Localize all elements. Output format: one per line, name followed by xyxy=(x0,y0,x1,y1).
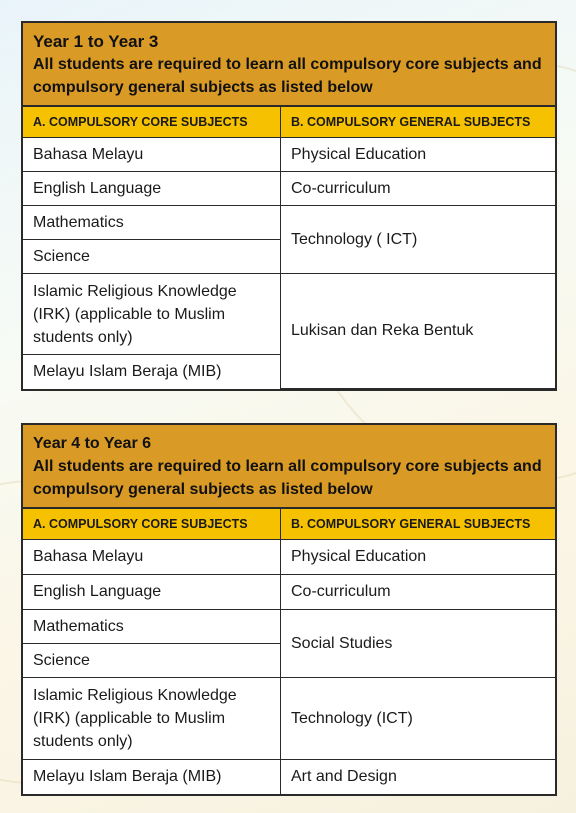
core-subject-cell: English Language xyxy=(23,575,281,610)
section-title: Year 4 to Year 6 xyxy=(33,435,152,452)
year1-3-card xyxy=(21,21,557,391)
general-subject-cell: Lukisan dan Reka Bentuk xyxy=(281,274,556,389)
core-subject-cell: Islamic Religious Knowledge (IRK) (applicable to Muslim students only) xyxy=(23,678,281,760)
core-subject-cell: Bahasa Melayu xyxy=(23,138,281,172)
general-subject-cell: Co-curriculum xyxy=(281,575,556,610)
general-subject-cell: Co-curriculum xyxy=(281,172,556,206)
core-subject-cell: Mathematics xyxy=(23,610,281,644)
core-subjects-header: A. COMPULSORY CORE SUBJECTS xyxy=(23,509,281,540)
general-subject-cell: Technology (ICT) xyxy=(281,678,556,760)
general-subject-cell: Art and Design xyxy=(281,760,556,794)
core-subject-cell: Science xyxy=(23,644,281,678)
year4-6-subjects-table xyxy=(23,509,555,794)
year4-6-card xyxy=(21,423,557,796)
general-subject-cell: Technology ( ICT) xyxy=(281,206,556,274)
year1-3-header xyxy=(23,23,555,107)
core-subject-cell: Melayu Islam Beraja (MIB) xyxy=(23,760,281,794)
core-subject-cell: Bahasa Melayu xyxy=(23,540,281,575)
core-subject-cell: Islamic Religious Knowledge (IRK) (applicable to Muslim students only) xyxy=(23,274,281,355)
general-subjects-header: B. COMPULSORY GENERAL SUBJECTS xyxy=(281,107,556,138)
section-description: All students are required to learn all compulsory core subjects and compulsory general subjects as listed below xyxy=(33,56,542,96)
section-title: Year 1 to Year 3 xyxy=(33,32,159,51)
year1-3-subjects-table xyxy=(23,107,555,389)
core-subject-cell: Melayu Islam Beraja (MIB) xyxy=(23,355,281,389)
core-subject-cell: Mathematics xyxy=(23,206,281,240)
general-subject-cell: Physical Education xyxy=(281,138,556,172)
general-subject-cell: Social Studies xyxy=(281,610,556,678)
general-subjects-header: B. COMPULSORY GENERAL SUBJECTS xyxy=(281,509,556,540)
general-subject-cell: Physical Education xyxy=(281,540,556,575)
core-subject-cell: Science xyxy=(23,240,281,274)
core-subject-cell: English Language xyxy=(23,172,281,206)
core-subjects-header: A. COMPULSORY CORE SUBJECTS xyxy=(23,107,281,138)
year4-6-header xyxy=(23,425,555,509)
section-description: All students are required to learn all compulsory core subjects and compulsory general subjects as listed below xyxy=(33,458,542,498)
